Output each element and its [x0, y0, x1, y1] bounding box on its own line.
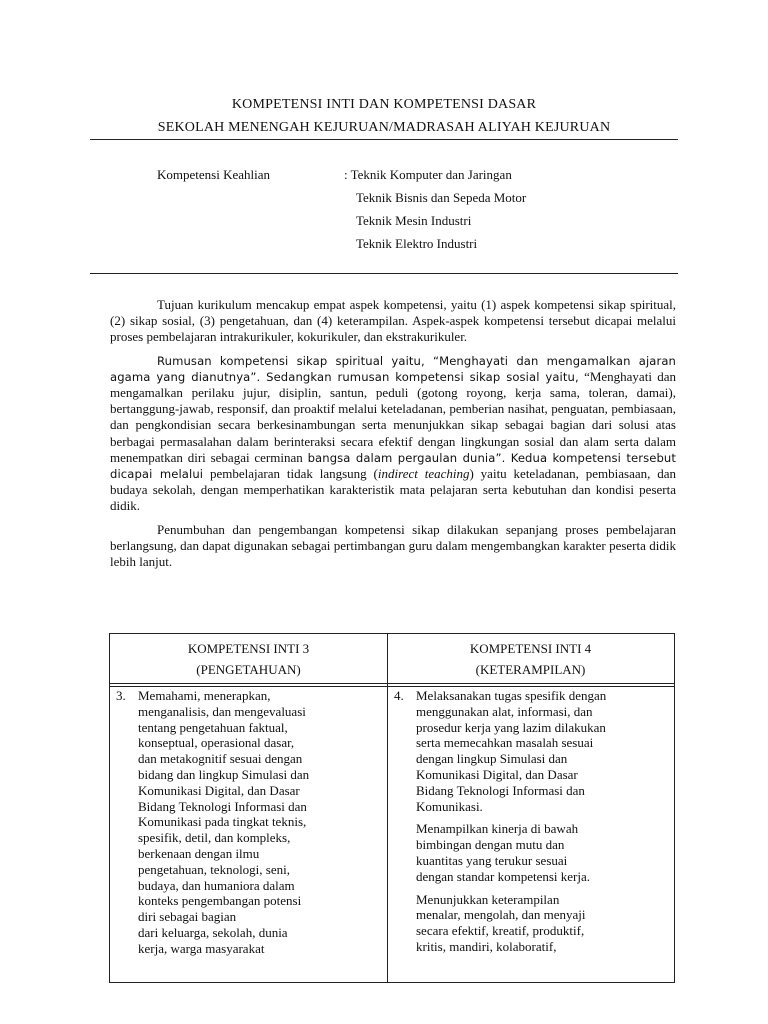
section-divider — [90, 273, 678, 274]
paragraph-rumusan-italic: indirect teaching — [377, 466, 470, 482]
ki4-line: Komunikasi. — [416, 798, 483, 814]
ki4-line: dengan lingkup Simulasi dan — [416, 751, 568, 767]
ki4-line-text: Melaksanakan tugas spesifik dengan — [416, 688, 607, 703]
ki4-line: prosedur kerja yang lazim dilakukan — [416, 719, 606, 735]
ki4-line: kuantitas yang terukur sesuai — [416, 852, 568, 868]
ki3-line: dan metakognitif sesuai dengan — [138, 751, 303, 767]
ki3-line: spesifik, detil, dan kompleks, — [138, 830, 291, 846]
ki4-line: Bidang Teknologi Informasi dan — [416, 782, 585, 798]
kompetensi-table — [109, 633, 675, 983]
ki3-line: konseptual, operasional dasar, — [138, 735, 295, 751]
ki3-line: kerja, warga masyarakat — [138, 940, 265, 956]
keahlian-item: Teknik Bisnis dan Sepeda Motor — [356, 190, 527, 205]
kompetensi-keahlian-list — [344, 167, 526, 259]
paragraph-tujuan: Tujuan kurikulum mencakup empat aspek kompetensi, yaitu (1) aspek kompetensi sikap spiritual, (2) sikap sosial, (3) pengetahuan, dan (4) keterampilan. Aspek-aspek kompetensi tersebut dicapai melalui proses pembelajaran intrakurikuler, kokurikuler, dan ekstrakurikuler. — [110, 297, 676, 345]
paragraph-rumusan-b: “Menghayati dan mengamalkan perilaku jujur, disiplin, santun, peduli (gotong royong, kerja sama, toleran, damai), bertanggung-jawab, responsif, dan proaktif melalui keteladanan, pemberian nasihat, penguatan, pembiasaan, dan pengkondisian secara berkesinambungan serta menunjukkan sikap sebagai bagian dari solusi atas berbagai permasalahan dalam berinteraksi secara efektif dengan lingkungan sosial dan alam serta dalam menempatkan diri sebagai cerminan — [110, 368, 677, 465]
paragraph-rumusan-c: bangsa dalam pergaulan dunia”. Kedua kompetensi tersebut dicapai melalui — [110, 450, 677, 482]
ki4-line: menggunakan alat, informasi, dan — [416, 703, 593, 719]
ki4-p2-paragraph — [394, 821, 670, 884]
keahlian-item: Teknik Elektro Industri — [356, 236, 478, 251]
ki4-line: Komunikasi Digital, dan Dasar — [416, 766, 578, 782]
ki3-line: bidang dan lingkup Simulasi dan — [138, 766, 310, 782]
ki3-line: konteks pengembangan potensi — [138, 893, 302, 909]
body-text — [110, 297, 676, 577]
ki3-line: berkenaan dengan ilmu — [138, 845, 260, 861]
ki4-line: menalar, mengolah, dan menyaji — [416, 907, 586, 923]
ki4-line: secara efektif, kreatif, produktif, — [416, 923, 585, 939]
ki4-line: kritis, mandiri, kolaboratif, — [416, 938, 557, 954]
ki3-number: 3. — [116, 688, 126, 703]
ki3-line: menganalisis, dan mengevaluasi — [138, 703, 306, 719]
table-header-divider — [110, 683, 674, 684]
kompetensi-keahlian-label: Kompetensi Keahlian — [157, 167, 270, 182]
keahlian-item: : Teknik Komputer dan Jaringan — [344, 167, 512, 182]
ki3-header — [110, 634, 387, 688]
ki3-line: Komunikasi Digital, dan Dasar — [138, 782, 300, 798]
ki3-line: dari keluarga, sekolah, dunia — [138, 924, 288, 940]
ki3-line-text: Memahami, menerapkan, — [138, 688, 271, 703]
ki3-title: KOMPETENSI INTI 3 — [187, 641, 310, 656]
paragraph-rumusan-d: pembelajaran tidak langsung ( — [209, 466, 378, 482]
ki3-line — [116, 688, 382, 704]
ki4-line: Menunjukkan keterampilan — [416, 891, 560, 907]
document-title-line1: KOMPETENSI INTI DAN KOMPETENSI DASAR — [231, 97, 537, 112]
ki3-line: pengetahuan, teknologi, seni, — [138, 861, 290, 877]
ki4-number: 4. — [394, 688, 404, 703]
ki3-line: diri sebagai bagian — [138, 909, 237, 925]
ki4-header — [387, 634, 674, 688]
ki4-subtitle: (KETERAMPILAN) — [475, 662, 586, 677]
ki4-line: dengan standar kompetensi kerja. — [416, 868, 590, 884]
ki3-line: tentang pengetahuan faktual, — [138, 719, 288, 735]
paragraph-rumusan-e: ) yaitu keteladanan, pembiasaan, dan budaya sekolah, dengan memperhatikan karakteristik mata pelajaran serta kebutuhan dan kondisi peserta didik. — [110, 466, 677, 514]
ki4-content — [394, 688, 670, 955]
document-title-line2: SEKOLAH MENENGAH KEJURUAN/MADRASAH ALIYAH KEJURUAN — [157, 120, 611, 135]
ki3-line: Bidang Teknologi Informasi dan — [138, 798, 307, 814]
paragraph-penumbuhan: Penumbuhan dan pengembangan kompetensi sikap dilakukan sepanjang proses pembelajaran berlangsung, dan dapat digunakan sebagai pertimbangan guru dalam mengembangkan karakter peserta didik lebih lanjut. — [110, 521, 676, 570]
ki4-title: KOMPETENSI INTI 4 — [469, 641, 592, 656]
ki3-line: Komunikasi pada tingkat teknis, — [138, 814, 307, 830]
ki4-line: bimbingan dengan mutu dan — [416, 837, 565, 853]
ki3-subtitle: (PENGETAHUAN) — [196, 662, 301, 677]
ki3-content — [116, 688, 382, 957]
paragraph-rumusan — [110, 353, 676, 515]
ki4-line: Menampilkan kinerja di bawah — [416, 821, 579, 837]
keahlian-item: Teknik Mesin Industri — [356, 213, 472, 228]
ki4-p3-paragraph — [394, 892, 670, 955]
title-divider — [90, 139, 678, 140]
ki4-line — [394, 688, 670, 704]
table-header-divider-double — [110, 686, 674, 687]
paragraph-rumusan-a: Rumusan kompetensi sikap spiritual yaitu, “Menghayati dan mengamalkan ajaran agama yang dianutnya”. Sedangkan rumusan kompetensi sikap sosial yaitu, — [110, 353, 676, 384]
ki4-line: serta memecahkan masalah sesuai — [416, 735, 594, 751]
ki3-line: budaya, dan humaniora dalam — [138, 877, 295, 893]
